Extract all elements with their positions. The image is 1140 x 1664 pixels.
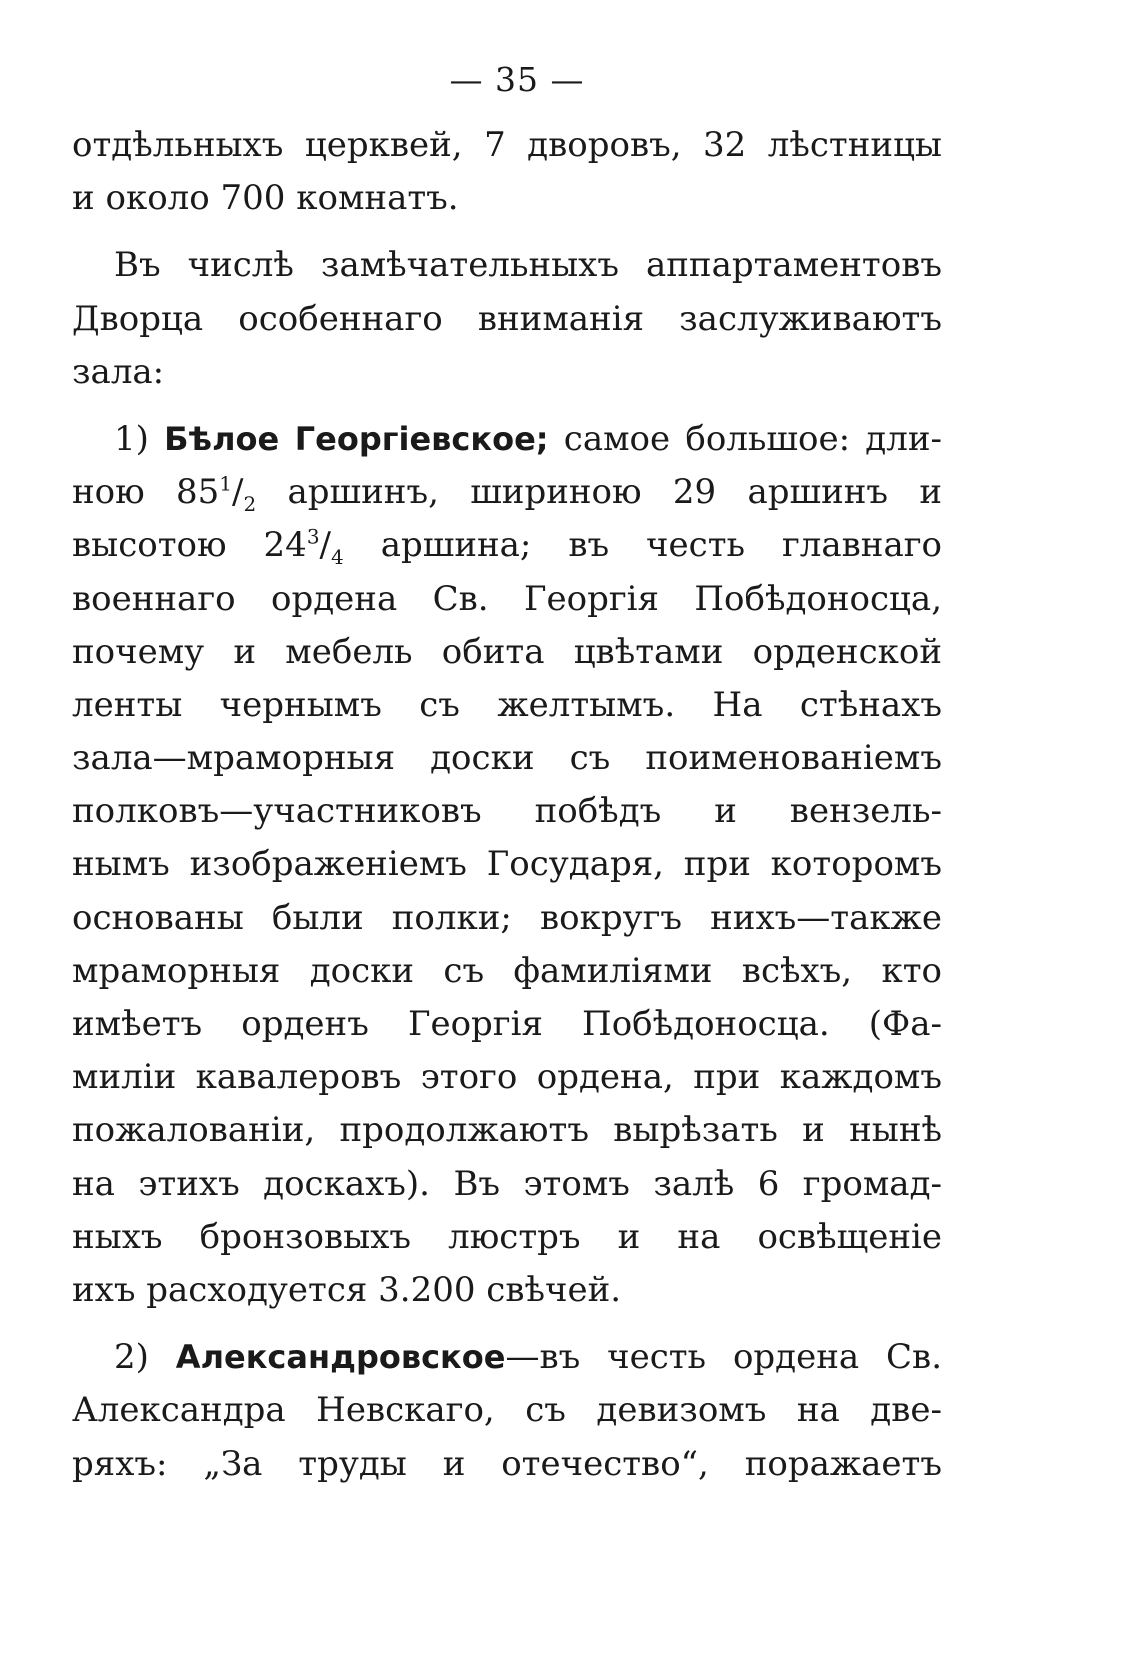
text-span: самое большое: дли- bbox=[563, 418, 942, 459]
text-line: почему и мебель обита цвѣтами орденской bbox=[72, 631, 942, 672]
text-line: полковъ—участниковъ побѣдъ и вензель- bbox=[72, 791, 942, 832]
text-line: мраморныя доски съ фамиліями всѣхъ, кто bbox=[72, 950, 942, 991]
paragraph-2 bbox=[72, 239, 942, 399]
fraction: $^3/_4$ bbox=[306, 524, 344, 570]
text-line: и около 700 комнатъ. bbox=[72, 178, 459, 219]
text-line: ихъ расходуется 3.200 свѣчей. bbox=[72, 1269, 622, 1310]
text-span: ною 85 bbox=[72, 472, 220, 513]
text-line: отдѣльныхъ церквей, 7 дворовъ, 32 лѣстницы bbox=[72, 125, 942, 165]
text-span: аршина; въ честь главнаго bbox=[343, 525, 942, 566]
text-line: пожалованіи, продолжаютъ вырѣзать и нынѣ bbox=[72, 1110, 942, 1151]
paragraph-1 bbox=[72, 119, 942, 225]
text-span: аршинъ, шириною 29 аршинъ и bbox=[256, 472, 942, 513]
text-line bbox=[72, 413, 942, 466]
fraction-numerator: 1 bbox=[219, 471, 233, 496]
text-line bbox=[72, 466, 942, 519]
text-line: имѣетъ орденъ Георгія Побѣдоносца. (Фа- bbox=[72, 1004, 942, 1044]
fraction: $^1/_2$ bbox=[219, 471, 257, 516]
text-line: Дворца особеннаго вниманія заслуживаютъ bbox=[72, 298, 942, 339]
hall-name: Бѣлое Георгіевское; bbox=[164, 419, 549, 458]
list-number: 1) bbox=[114, 418, 149, 459]
text-line: зала: bbox=[72, 351, 165, 392]
text-line: основаны были полки; вокругъ нихъ—также bbox=[72, 897, 942, 938]
text-line: военнаго ордена Св. Георгія Побѣдоносца, bbox=[72, 578, 942, 619]
fraction-denominator: 4 bbox=[331, 545, 344, 570]
text-span: —въ честь ордена Св. bbox=[505, 1337, 943, 1378]
text-line: ряхъ: „За труды и отечество“, поражаетъ bbox=[72, 1443, 942, 1484]
fraction-denominator: 2 bbox=[243, 491, 257, 516]
text-line bbox=[72, 239, 942, 292]
text-line: ленты чернымъ съ желтымъ. На стѣнахъ bbox=[72, 684, 942, 725]
text-line: миліи кавалеровъ этого ордена, при каждомъ bbox=[72, 1057, 942, 1098]
text-line: Александра Невскаго, съ девизомъ на две- bbox=[72, 1390, 942, 1431]
text-line bbox=[72, 519, 942, 572]
paragraph-3 bbox=[72, 413, 942, 1317]
text-line bbox=[72, 1331, 942, 1384]
page-number: — 35 — bbox=[449, 60, 585, 99]
hall-name: Александровское bbox=[175, 1338, 506, 1377]
text-line: ныхъ бронзовыхъ люстръ и на освѣщеніе bbox=[72, 1216, 942, 1257]
book-page bbox=[72, 55, 942, 1491]
text-line: нымъ изображеніемъ Государя, при которомъ bbox=[72, 844, 942, 885]
paragraph-4 bbox=[72, 1331, 942, 1491]
text-line: на этихъ доскахъ). Въ этомъ залѣ 6 громад- bbox=[72, 1163, 942, 1204]
text-span: Въ числѣ замѣчательныхъ аппартаментовъ bbox=[114, 245, 942, 286]
list-number: 2) bbox=[114, 1337, 149, 1378]
text-span: высотою 24 bbox=[72, 525, 307, 566]
text-line: зала—мраморныя доски съ поименованіемъ bbox=[72, 738, 942, 779]
fraction-numerator: 3 bbox=[306, 524, 320, 549]
